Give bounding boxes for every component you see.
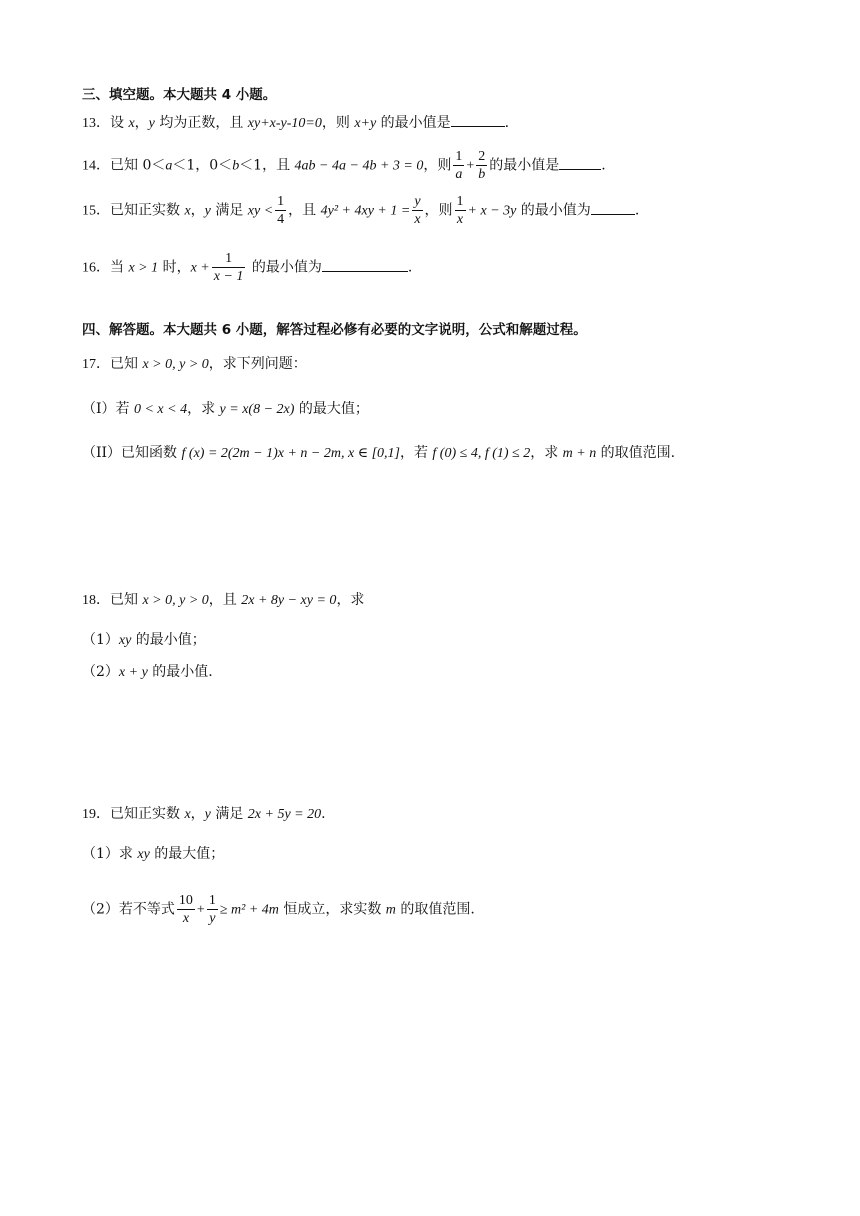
- q15-equation: 4y² + 4xy + 1 =: [320, 203, 411, 219]
- question-15: 15．已知正实数 x，y 满足 xy < $\frac{1}{4}$ ，且 4y² + 4xy + 1 = $\frac{y}{x}$ ，则 $\frac{1}{x}$ + x − 3y 的最小值为 .: [82, 194, 640, 227]
- q18-number: 18．: [82, 593, 110, 608]
- fraction: $\frac{10}{x}$: [178, 893, 193, 926]
- fraction: $\frac{1}{a}$: [455, 149, 463, 182]
- question-19-part-2: （2）若不等式 $\frac{10}{x}$ + $\frac{1}{y}$ ≥ m² + 4m 恒成立，求实数 m 的取值范围.: [82, 893, 475, 926]
- fraction: $\frac{1}{4}$: [277, 194, 285, 227]
- question-18-part-1: （1）xy 的最小值；: [82, 632, 206, 648]
- question-17: 17．已知 x > 0, y > 0，求下列问题：: [82, 356, 307, 372]
- section-fill-title: 三、填空题。本大题共 4 小题。: [82, 87, 277, 103]
- q19-number: 19．: [82, 807, 110, 822]
- q17-number: 17．: [82, 357, 110, 372]
- answer-blank: [451, 112, 505, 127]
- section-solve-title: 四、解答题。本大题共 6 小题，解答过程必修有必要的文字说明，公式和解题过程。: [82, 322, 587, 338]
- question-17-part-1: （I）若 0 < x < 4，求 y = x(8 − 2x) 的最大值；: [82, 401, 369, 417]
- answer-blank: [322, 257, 408, 272]
- question-17-part-2: （II）已知函数 f (x) = 2(2m − 1)x + n − 2m, x ∈ [0,1]，若 f (0) ≤ 4, f (1) ≤ 2，求 m + n 的取值范围.: [82, 445, 676, 461]
- q14-number: 14．: [82, 158, 110, 174]
- fraction: $\frac{y}{x}$: [414, 194, 421, 227]
- question-19: 19．已知正实数 x，y 满足 2x + 5y = 20.: [82, 806, 326, 822]
- question-16: 16．当 x > 1 时，x + $\frac{1}{x - 1}$ 的最小值为 .: [82, 251, 413, 284]
- q15-number: 15．: [82, 203, 110, 219]
- fraction: $\frac{1}{y}$: [208, 893, 216, 926]
- q16-number: 16．: [82, 260, 110, 276]
- question-19-part-1: （1）求 xy 的最大值；: [82, 846, 225, 862]
- answer-blank: [559, 155, 601, 170]
- q13-equation: xy+x-y-10=0: [247, 116, 322, 131]
- question-13: 13．设 x，y 均为正数，且 xy+x-y-10=0，则 x+y 的最小值是 .: [82, 112, 509, 134]
- q14-equation: 4ab − 4a − 4b + 3 = 0: [294, 158, 424, 174]
- fraction: $\frac{1}{x}$: [456, 194, 464, 227]
- question-18: 18．已知 x > 0, y > 0，且 2x + 8y − xy = 0，求: [82, 592, 365, 608]
- fraction: $\frac{1}{x - 1}$: [213, 251, 244, 284]
- answer-blank: [591, 200, 635, 215]
- question-14: 14．已知 0＜a＜1，0＜b＜1，且 4ab − 4a − 4b + 3 = 0，则 $\frac{1}{a}$ + $\frac{2}{b}$ 的最小值是 .: [82, 149, 606, 182]
- question-18-part-2: （2）x + y 的最小值.: [82, 664, 213, 680]
- fraction: $\frac{2}{b}$: [478, 149, 486, 182]
- q13-number: 13．: [82, 116, 110, 131]
